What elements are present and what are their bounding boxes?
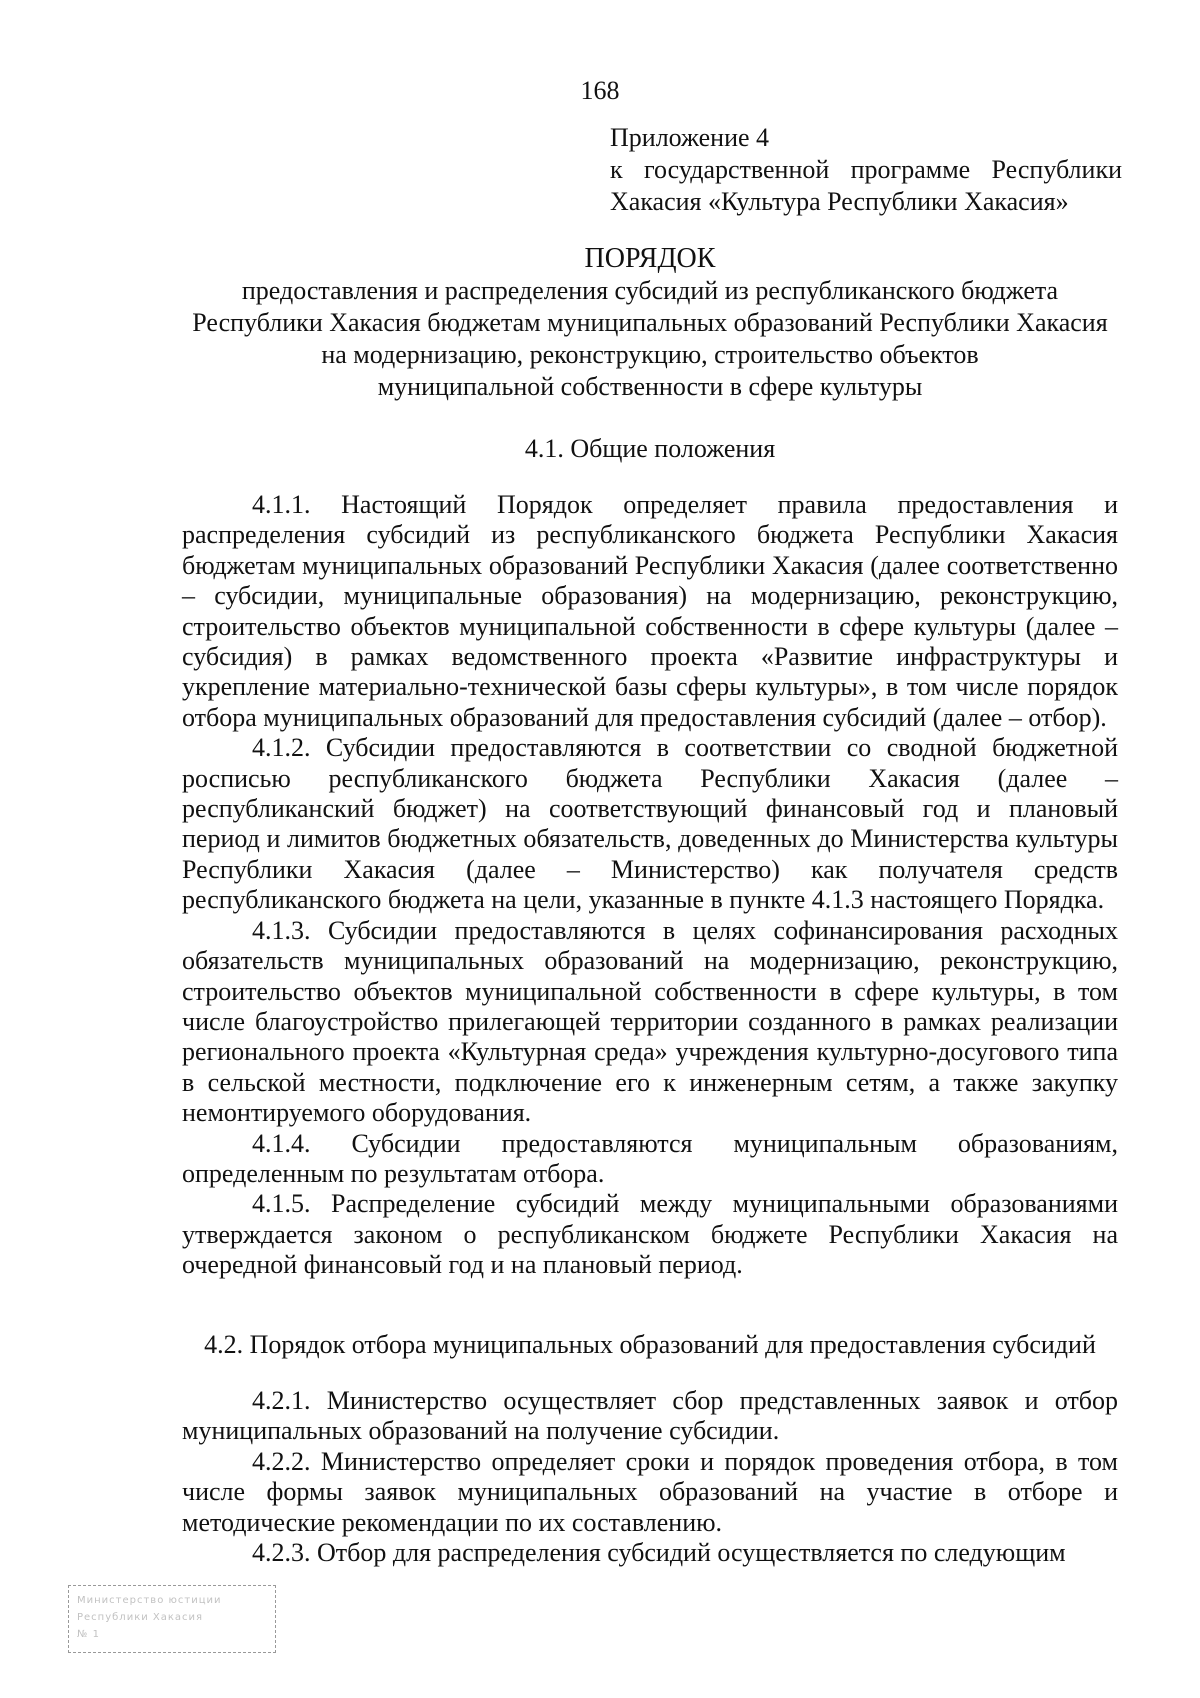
section-body — [182, 490, 1118, 1281]
appendix-line: Приложение 4 — [610, 123, 770, 152]
paragraph: 4.1.2. Субсидии предоставляются в соответствии со сводной бюджетной росписью республиканского бюджета Республики Хакасия (далее – республиканский бюджет) на соответствующий финансовый год и плановый период и лимитов бюджетных обязательств, доведенных до Министерства культуры Республики Хакасия (далее – Министерство) как получателя средств республиканского бюджета на цели, указанные в пункте 4.1.3 настоящего Порядка. — [182, 733, 1118, 915]
title-line: на модернизацию, реконструкцию, строительство объектов — [321, 340, 979, 369]
page-number: 168 — [580, 76, 620, 105]
section-heading: 4.1. Общие положения — [524, 434, 776, 463]
paragraph: 4.2.2. Министерство определяет сроки и порядок проведения отбора, в том числе формы заявок муниципальных образований на участие в отборе и методические рекомендации по их составлению. — [182, 1446, 1118, 1537]
paragraph: 4.2.1. Министерство осуществляет сбор представленных заявок и отбор муниципальных образований на получение субсидии. — [182, 1386, 1118, 1446]
stamp-line: Министерство юстиции — [77, 1595, 222, 1606]
stamp-line: № 1 — [77, 1629, 100, 1640]
paragraph: 4.1.5. Распределение субсидий между муниципальными образованиями утверждается законом о республиканском бюджете Республики Хакасия на очередной финансовый год и на плановый период. — [182, 1189, 1118, 1280]
appendix-line: Хакасия «Культура Республики Хакасия» — [610, 187, 1069, 216]
document-title — [150, 243, 1150, 403]
title-line: Республики Хакасия бюджетам муниципальных образований Республики Хакасия — [192, 308, 1108, 337]
main-title: ПОРЯДОК — [584, 243, 716, 274]
section-heading: 4.2. Порядок отбора муниципальных образований для предоставления субсидий — [204, 1330, 1096, 1359]
appendix-note — [610, 122, 1122, 218]
paragraph: 4.1.4. Субсидии предоставляются муниципальным образованиям, определенным по результатам отбора. — [182, 1128, 1118, 1188]
title-line: предоставления и распределения субсидий из республиканского бюджета — [241, 276, 1059, 305]
stamp-line: Республики Хакасия — [77, 1612, 204, 1623]
registration-stamp — [68, 1585, 276, 1653]
title-line: муниципальной собственности в сфере культуры — [377, 372, 923, 401]
section-body — [182, 1386, 1118, 1568]
paragraph: 4.2.3. Отбор для распределения субсидий осуществляется по следующим — [252, 1538, 1066, 1568]
paragraph: 4.1.3. Субсидии предоставляются в целях софинансирования расходных обязательств муниципальных образований на модернизацию, реконструкцию, строительство объектов муниципальной собственности в сфере культуры, в том числе благоустройство прилегающей территории созданного в рамках реализации регионального проекта «Культурная среда» учреждения культурно-досугового типа в сельской местности, подключение его к инженерным сетям, а также закупку немонтируемого оборудования. — [182, 915, 1118, 1128]
paragraph: 4.1.1. Настоящий Порядок определяет правила предоставления и распределения субсидий из республиканского бюджета Республики Хакасия бюджетам муниципальных образований Республики Хакасия (далее соответственно – субсидии, муниципальные образования) на модернизацию, реконструкцию, строительство объектов муниципальной собственности в сфере культуры (далее – субсидия) в рамках ведомственного проекта «Развитие инфраструктуры и укрепление материально-технической базы сферы культуры», в том числе порядок отбора муниципальных образований для предоставления субсидий (далее – отбор). — [182, 490, 1118, 732]
appendix-line: к государственной программе Республики — [610, 155, 1122, 184]
